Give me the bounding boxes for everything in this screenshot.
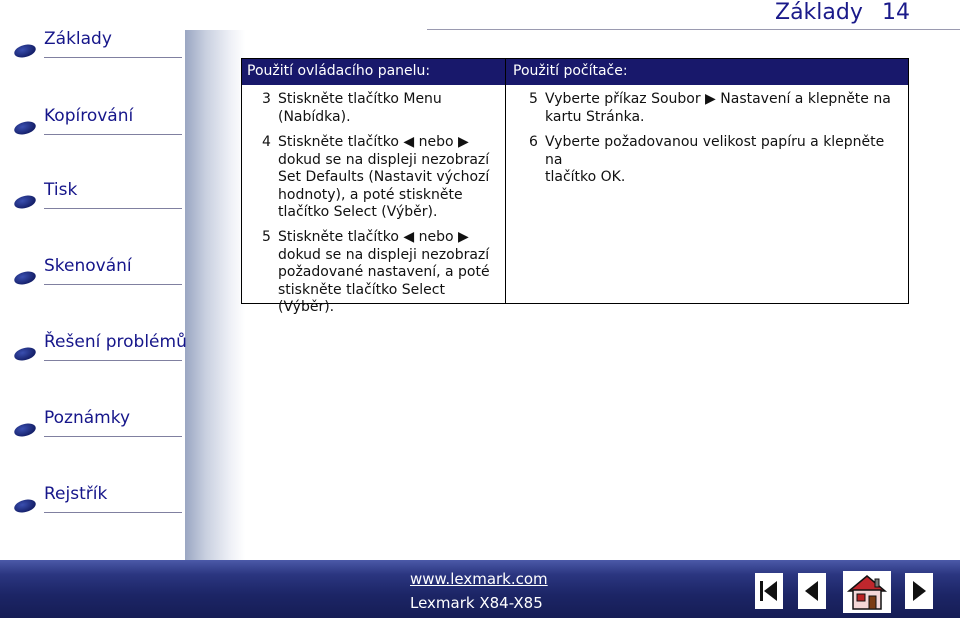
step-line: Stiskněte tlačítko ◀ nebo ▶ xyxy=(278,134,469,150)
step-text xyxy=(545,91,891,126)
divider xyxy=(44,134,182,135)
sidebar-item-kopirovani[interactable] xyxy=(14,106,182,136)
column-header-control-panel: Použití ovládacího panelu: xyxy=(247,63,431,79)
divider xyxy=(44,512,182,513)
sidebar xyxy=(0,0,245,560)
sidebar-item-label: Řešení problémů xyxy=(44,332,187,352)
step-line: hodnoty), a poté stiskněte xyxy=(278,186,463,203)
divider xyxy=(44,208,182,209)
first-page-icon[interactable] xyxy=(755,573,783,609)
home-icon[interactable] xyxy=(843,571,891,613)
next-page-icon[interactable] xyxy=(905,573,933,609)
bullet-icon xyxy=(13,193,37,210)
step-number: 5 xyxy=(262,229,271,245)
step-line: kartu Stránka. xyxy=(545,108,645,125)
bullet-icon xyxy=(13,345,37,362)
step-line: (Nabídka). xyxy=(278,108,351,125)
step-line: dokud se na displeji nezobrazí xyxy=(278,246,490,263)
sidebar-item-label: Základy xyxy=(44,29,112,49)
step-line: dokud se na displeji nezobrazí xyxy=(278,151,490,168)
bullet-icon xyxy=(13,421,37,438)
step-number: 4 xyxy=(262,134,271,150)
step-line: tlačítko Select (Výběr). xyxy=(278,204,438,220)
step-line: stiskněte tlačítko Select (Výběr). xyxy=(278,281,445,315)
column-divider xyxy=(505,59,506,303)
step-line: Set Defaults (Nastavit výchozí xyxy=(278,169,490,185)
bullet-icon xyxy=(13,42,37,59)
bullet-icon xyxy=(13,119,37,136)
step-number: 6 xyxy=(529,134,538,150)
column-header-computer: Použití počítače: xyxy=(513,63,628,79)
bullet-icon xyxy=(13,497,37,514)
step-line: Vyberte požadovanou velikost papíru a klepněte na xyxy=(545,134,885,168)
footer xyxy=(0,560,960,618)
bullet-icon xyxy=(13,269,37,286)
instructions-table xyxy=(241,58,909,315)
sidebar-item-rejstrik[interactable] xyxy=(14,484,182,514)
step-text xyxy=(278,134,489,222)
divider xyxy=(44,436,182,437)
step-line: Stiskněte tlačítko Menu xyxy=(278,91,442,107)
sidebar-item-reseni-problemu[interactable] xyxy=(14,332,187,362)
step-number: 3 xyxy=(262,91,271,107)
page-title: Základy xyxy=(775,0,863,25)
step-text xyxy=(278,229,502,317)
divider xyxy=(44,284,182,285)
step-line: tlačítko OK. xyxy=(545,169,626,185)
previous-page-icon[interactable] xyxy=(798,573,826,609)
divider xyxy=(44,360,182,361)
step-line: požadované nastavení, a poté xyxy=(278,264,490,280)
sidebar-item-label: Rejstřík xyxy=(44,484,108,504)
sidebar-item-label: Kopírování xyxy=(44,106,134,126)
header-rule xyxy=(427,29,960,30)
step-line: Stiskněte tlačítko ◀ nebo ▶ xyxy=(278,229,469,245)
sidebar-item-label: Skenování xyxy=(44,256,132,276)
step-number: 5 xyxy=(529,91,538,107)
page-number: 14 xyxy=(882,0,910,25)
sidebar-item-label: Tisk xyxy=(44,180,78,200)
step-text xyxy=(278,91,442,126)
sidebar-item-poznamky[interactable] xyxy=(14,408,182,438)
divider xyxy=(44,57,182,58)
sidebar-item-tisk[interactable] xyxy=(14,180,182,210)
sidebar-shadow xyxy=(185,30,245,560)
step-text xyxy=(545,134,899,187)
sidebar-item-label: Poznámky xyxy=(44,408,131,428)
sidebar-item-zaklady[interactable] xyxy=(14,29,182,59)
model-name: Lexmark X84-X85 xyxy=(410,594,543,612)
website-link[interactable]: www.lexmark.com xyxy=(410,570,548,588)
step-line: Vyberte příkaz Soubor ▶ Nastavení a klepněte na xyxy=(545,91,891,107)
table-header-row xyxy=(242,59,908,85)
sidebar-item-skenovani[interactable] xyxy=(14,256,182,286)
